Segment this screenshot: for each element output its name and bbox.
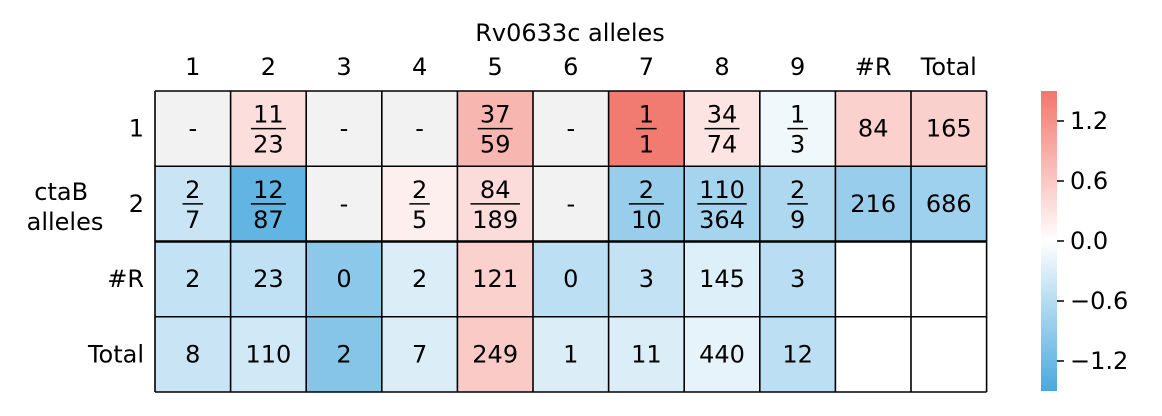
- cell-numerator: 37: [479, 100, 511, 129]
- heatmap-cell: [306, 91, 382, 166]
- cell-value: 3: [789, 265, 806, 294]
- cell-value: 249: [472, 340, 519, 369]
- row-label: 2: [128, 189, 144, 218]
- cell-denominator: 23: [253, 130, 284, 159]
- column-label: #R: [854, 53, 892, 81]
- heatmap-cell: [231, 242, 307, 317]
- cell-value: 11: [631, 340, 662, 369]
- heatmap-cell: [457, 242, 533, 317]
- heatmap-cell: [835, 317, 911, 392]
- heatmap-cell: [306, 166, 382, 241]
- column-label: 4: [411, 53, 428, 81]
- cell-denominator: 74: [706, 130, 738, 159]
- cell-value: 0: [563, 265, 579, 294]
- heatmap-cell: [911, 166, 987, 241]
- cell-numerator: 1: [789, 100, 806, 129]
- colorbar: [1041, 91, 1057, 391]
- cell-value: 3: [638, 265, 655, 294]
- cell-denominator: 189: [472, 205, 519, 234]
- cell-value: 7: [411, 340, 428, 369]
- y-axis-label-line-1: ctaB: [34, 178, 89, 206]
- cell-denominator: 1: [638, 130, 655, 159]
- cell-numerator: 11: [253, 100, 284, 129]
- row-labels: [87, 115, 144, 369]
- colorbar-tick-label: 1.2: [1070, 107, 1109, 135]
- heatmap-cell: [911, 317, 987, 392]
- cell-value: -: [188, 114, 198, 143]
- cell-value: 12: [782, 340, 813, 369]
- row-label: #R: [107, 265, 144, 294]
- column-label: 8: [714, 53, 730, 81]
- heatmap-cell: [306, 317, 382, 392]
- cell-value: 121: [472, 265, 519, 294]
- heatmap-cell: [231, 91, 307, 166]
- cell-value: 2: [185, 265, 201, 294]
- cell-fill: [911, 242, 987, 317]
- heatmap-cell: [911, 242, 987, 317]
- heatmap-cell: [609, 166, 685, 241]
- cell-numerator: 110: [699, 175, 745, 204]
- colorbar-tick-label: −1.2: [1070, 347, 1129, 375]
- cell-denominator: 7: [185, 205, 201, 234]
- heatmap-cell: [760, 166, 836, 241]
- colorbar-tick-label: −0.6: [1070, 287, 1129, 315]
- heatmap-cell: [835, 242, 911, 317]
- column-label: 6: [563, 53, 579, 81]
- row-label: Total: [87, 340, 144, 369]
- column-label: 9: [789, 53, 806, 81]
- colorbar-tick-label: 0.0: [1070, 227, 1109, 255]
- heatmap-cell: [382, 91, 458, 166]
- cell-numerator: 2: [411, 175, 428, 204]
- cell-value: 84: [857, 114, 889, 143]
- heatmap-cell: [911, 91, 987, 166]
- heatmap-cell: [231, 166, 307, 241]
- cell-numerator: 84: [479, 175, 511, 204]
- cell-value: -: [566, 114, 576, 143]
- cell-value: 686: [925, 189, 972, 218]
- heatmap-cell: [231, 317, 307, 392]
- heatmap-cell: [533, 242, 609, 317]
- heatmap-cell: [684, 166, 760, 241]
- cell-numerator: 2: [185, 175, 201, 204]
- cell-value: 23: [253, 265, 284, 294]
- column-label: 3: [336, 53, 352, 81]
- heatmap-cell: [457, 317, 533, 392]
- cell-value: 2: [411, 265, 428, 294]
- heatmap-cell: [382, 166, 458, 241]
- heatmap-cell: [609, 242, 685, 317]
- heatmap-cell: [760, 317, 836, 392]
- cell-value: 145: [699, 265, 745, 294]
- y-axis-label-line-2: alleles: [26, 208, 104, 236]
- heatmap-cell: [155, 166, 231, 241]
- heatmap-cell: [533, 166, 609, 241]
- cell-fill: [911, 317, 987, 392]
- cell-value: -: [566, 189, 576, 218]
- cell-numerator: 12: [253, 175, 284, 204]
- heatmap-cell: [457, 166, 533, 241]
- heatmap-cell: [382, 317, 458, 392]
- cell-value: 8: [185, 340, 201, 369]
- heatmap-cell: [835, 166, 911, 241]
- cell-denominator: 59: [479, 130, 511, 159]
- cell-value: -: [415, 114, 424, 143]
- cell-value: -: [339, 189, 349, 218]
- column-label: 5: [487, 53, 503, 81]
- cell-value: 110: [245, 340, 292, 369]
- heatmap-cell: [760, 91, 836, 166]
- cell-value: 440: [699, 340, 745, 369]
- y-axis-label: [27, 178, 104, 236]
- cell-denominator: 5: [411, 205, 428, 234]
- cell-fill: [835, 317, 911, 392]
- heatmap-cell: [760, 242, 836, 317]
- cell-numerator: 1: [638, 100, 655, 129]
- colorbar-ticks: [1057, 107, 1128, 375]
- cell-fill: [835, 242, 911, 317]
- heatmap-cell: [835, 91, 911, 166]
- heatmap-cell: [306, 242, 382, 317]
- cell-numerator: 2: [789, 175, 806, 204]
- heatmap-cell: [533, 317, 609, 392]
- cell-value: 0: [336, 265, 352, 294]
- cell-denominator: 10: [631, 205, 662, 234]
- cell-denominator: 364: [699, 205, 745, 234]
- cell-value: 2: [336, 340, 352, 369]
- heatmap-cell: [155, 242, 231, 317]
- cell-value: 1: [563, 340, 579, 369]
- cell-numerator: 34: [706, 100, 738, 129]
- heatmap-cell: [609, 317, 685, 392]
- column-label: Total: [920, 53, 977, 81]
- cell-denominator: 9: [789, 205, 806, 234]
- column-label: 7: [638, 53, 655, 81]
- heatmap-cell: [382, 242, 458, 317]
- column-label: 2: [260, 53, 277, 81]
- heatmap-cell: [684, 317, 760, 392]
- heatmap-cell: [457, 91, 533, 166]
- heatmap-cell: [155, 317, 231, 392]
- cell-numerator: 2: [638, 175, 655, 204]
- cell-value: 216: [850, 189, 897, 218]
- column-label: 1: [185, 53, 201, 81]
- chart-title: Rv0633c alleles: [475, 19, 665, 47]
- heatmap-cell: [609, 91, 685, 166]
- cell-value: 165: [925, 114, 972, 143]
- row-label: 1: [128, 114, 144, 143]
- heatmap-cell: [533, 91, 609, 166]
- cell-value: -: [339, 114, 349, 143]
- cell-denominator: 87: [253, 205, 284, 234]
- heatmap-cell: [155, 91, 231, 166]
- colorbar-tick-label: 0.6: [1070, 167, 1109, 195]
- cell-denominator: 3: [789, 130, 806, 159]
- column-labels: [185, 53, 977, 81]
- heatmap-cell: [684, 91, 760, 166]
- heatmap-cell: [684, 242, 760, 317]
